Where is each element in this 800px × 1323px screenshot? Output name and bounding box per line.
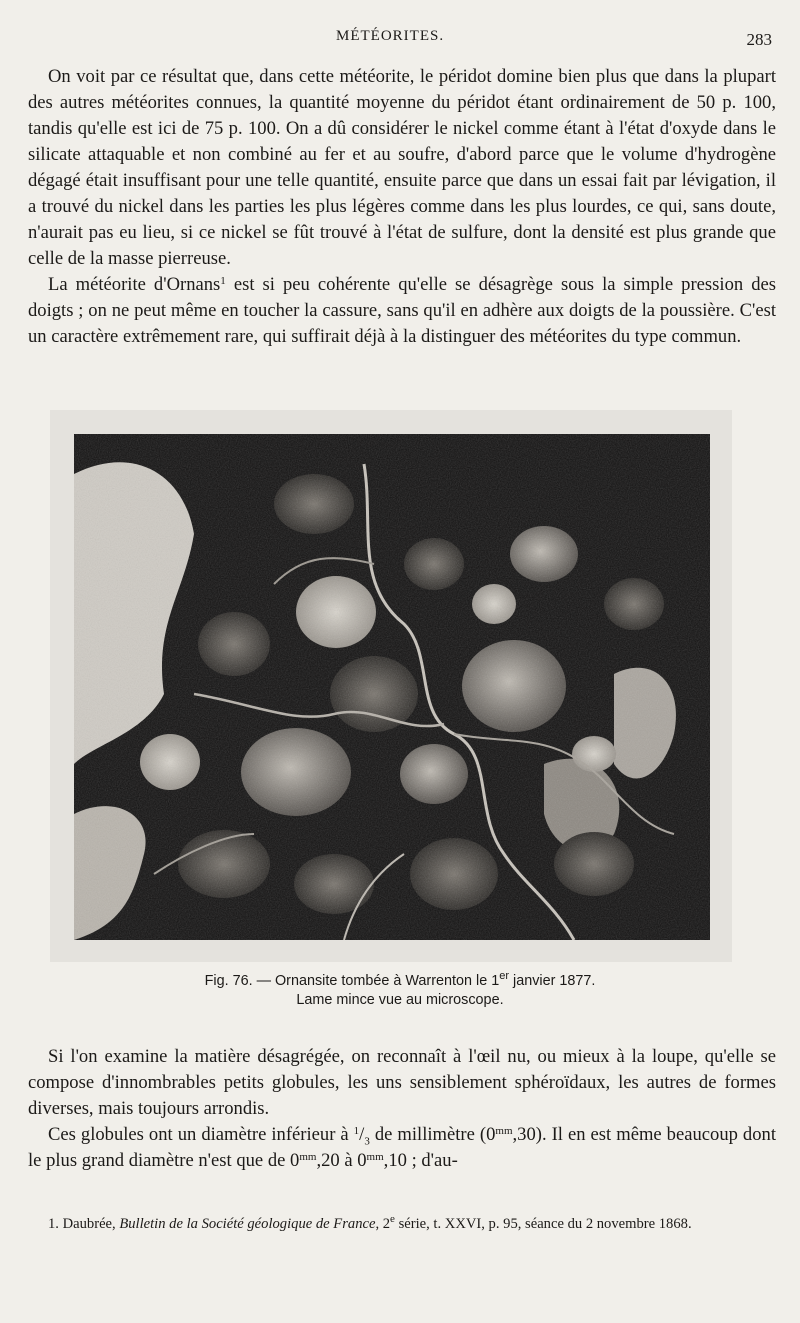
fraction-one-third: $^1/_3$ [353,1124,370,1148]
fraction-denominator: 3 [364,1135,370,1148]
paragraph-diameter [28,1122,776,1174]
text-block-top [28,64,776,350]
paragraph-peridot [28,64,776,272]
running-head [0,28,800,52]
footnote-1 [28,1214,776,1234]
footnote-text [28,1214,776,1234]
footnote-series-b: série, t. XXVI, p. 95, séance du 2 novembre 1868. [394,1216,692,1232]
unit-mm-2: mm [299,1151,317,1163]
paragraph-globules-text: Si l'on examine la matière désagrégée, on reconnaît à l'œil nu, ou mieux à la loupe, qu'elle se compose d'innombrables petits globules, les uns sensiblement sphéroïdaux, les autres de formes diverses, mais toujours arrondis. [28,1046,776,1119]
diameter-text-4: ,20 à 0 [316,1150,367,1171]
paragraph-ornans-text-a: La météorite d'Ornans [48,274,221,295]
paragraph-ornans-text-b: est si peu cohérente qu'elle se désagrège sous la simple pression des doigts ; on ne peut même en toucher la cassure, sans qu'il en adhère aux doigts de la poussière. C'est un caractère extrêmement rare, qui suffirait déjà à la distinguer des météorites du type commun. [28,274,776,347]
micrograph-photo [74,434,710,940]
page-number: 283 [746,30,772,49]
text-block-bottom [28,1044,776,1174]
diameter-text-2: de millimètre (0 [369,1124,496,1145]
footnote-journal: Bulletin de la Société géologique de France [119,1216,376,1232]
caption-text-a: Fig. 76. — Ornansite tombée à Warrenton le 1 [204,973,500,989]
micrograph-image [74,434,710,940]
figure-76 [50,410,732,962]
paragraph-peridot-text: On voit par ce résultat que, dans cette météorite, le péridot domine bien plus que dans la plupart des autres météorites connues, la quantité moyenne du péridot étant ordinairement de 50 p. 100, tandis qu'elle est ici de 75 p. 100. On a dû considérer le nickel comme étant à l'état d'oxyde dans le silicate attaquable et non combiné au fer et au soufre, d'abord parce que le volume d'hydrogène dégagé était insuffisant pour une telle quantité, ensuite parce que dans un essai fait par lévigation, il a trouvé du nickel dans les parties les plus légères comme dans les plus lourdes, ce qui, sans doute, n'aurait pas eu lieu, si ce nickel se fût trouvé à l'état de sulfure, dont la densité est plus grande que celle de la masse pierreuse. [28,66,776,269]
unit-mm-3: mm [366,1151,384,1163]
figure-caption-subtitle: Lame mince vue au microscope. [296,992,504,1008]
fraction-numerator: 1 [353,1125,360,1137]
paragraph-ornans [28,272,776,350]
diameter-text-3: ,30). Il en est même beaucoup dont le plus grand diamètre n'est que de 0 [28,1124,776,1171]
footnote-reference[interactable]: 1 [220,275,226,287]
footnote-series-sup: e [390,1213,395,1225]
running-head-title: MÉTÉORITES. [336,28,445,44]
unit-mm-1: mm [495,1125,513,1137]
footnote-number: 1. [48,1216,59,1232]
caption-text-b: janvier 1877. [509,973,596,989]
diameter-text-1: Ces globules ont un diamètre inférieur à [48,1124,354,1145]
footnote-series-a: , 2 [375,1216,391,1232]
caption-superscript: er [499,970,509,982]
footnote-author: Daubrée, [58,1216,120,1232]
paragraph-globules [28,1044,776,1122]
diameter-text-5: ,10 ; d'au- [383,1150,458,1171]
figure-caption-title [0,972,800,991]
